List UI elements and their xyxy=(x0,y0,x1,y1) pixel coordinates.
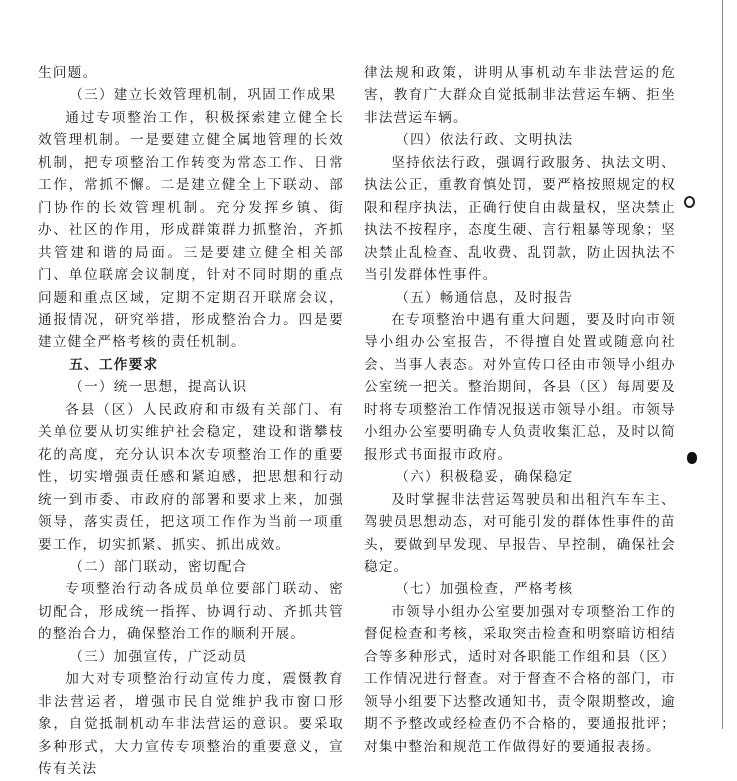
subheading-unify-thinking: （一）统一思想，提高认识 xyxy=(69,379,248,396)
paragraph-department-linkage: 专项整治行动各成员单位要部门联动、密切配合，形成统一指挥、协调行动、齐抓共管的整治合力，确保整治工作的顺利开展。 xyxy=(38,581,344,643)
continuation-text: 律法规和政策，讲明从事机动车非法营运的危害，教育广大群众自觉抵制非法营运车辆、拒坐非法营运车辆。 xyxy=(364,65,676,126)
paragraph-unify-thinking: 各县（区）人民政府和市级有关部门、有关单位要从切实维护社会稳定，建设和谐攀枝花的高度，充分认识本次专项整治工作的重要性，切实增强责任感和紧迫感，把思想和行动统一到市委、市政府的部署和要求上来，加强领导，落实责任，把这项工作作为当前一项重要工作，切实抓紧、抓实、抓出成效。 xyxy=(38,401,344,553)
punch-hole-mark xyxy=(684,196,695,208)
right-column xyxy=(364,62,676,758)
page-edge-line xyxy=(722,0,723,729)
paragraph-publicity: 加大对专项整治行动宣传力度，震慑教育非法营运者，增强市民自觉维护我市窗口形象，自觉抵制机动车非法营运的意识。要采取多种形式，大力宣传专项整治的重要意义，宣传有关法 xyxy=(38,671,344,778)
subheading-long-term-mechanism: （三）建立长效管理机制，巩固工作成果 xyxy=(69,87,337,104)
left-column xyxy=(38,62,344,781)
paragraph-stability: 及时掌握非法营运驾驶员和出租汽车车主、驾驶员思想动态，对可能引发的群体性事件的苗头，要做到早发现、早报告、早控制，确保社会稳定。 xyxy=(364,491,676,575)
paragraph-long-term-mechanism: 通过专项整治工作，积极探索建立健全长效管理机制。一是要建立健全属地管理的长效机制，把专项整治工作转变为常态工作、日常工作，常抓不懈。二是建立健全上下联动、部门协作的长效管理机制。充分发挥乡镇、街办、社区的作用，形成群策群力抓整治，齐抓共管建和谐的局面。三是要建立健全相关部门、单位联席会议制度，针对不同时期的重点问题和重点区域，定期不定期召开联席会议，通报情况，研究举措，形成整治合力。四是要建立健全严格考核的责任机制。 xyxy=(38,109,344,351)
subheading-department-linkage: （二）部门联动，密切配合 xyxy=(69,558,248,575)
paragraph-lawful-administration: 坚持依法行政，强调行政服务、执法文明、执法公正，重教育慎处罚，要严格按照规定的权限和程序执法，正确行使自由裁量权，坚决禁止执法不按程序，态度生硬、言行粗暴等现象；坚决禁止乱检查、乱收费、乱罚款，防止因执法不当引发群体性事件。 xyxy=(364,154,676,284)
subheading-lawful-administration: （四）依法行政、文明执法 xyxy=(395,132,574,149)
section-heading-work-requirements: 五、工作要求 xyxy=(69,356,159,373)
paragraph-information-reporting: 在专项整治中遇有重大问题，要及时向市领导小组办公室报告，不得擅自处置或随意向社会、当事人表态。对外宣传口径由市领导小组办公室统一把关。整治期间，各县（区）每周要及时将专项整治工作情况报送市领导小组。市领导小组办公室要明确专人负责收集汇总，及时以简报形式书面报市政府。 xyxy=(364,311,676,463)
paragraph-inspection: 市领导小组办公室要加强对专项整治工作的督促检查和考核，采取突击检查和明察暗访相结合等多种形式，适时对各职能工作组和县（区）工作情况进行督查。对于督查不合格的部门，市领导小组要下达整改通知书，责令限期整改，逾期不予整改或经检查仍不合格的，要通报批评；对集中整治和规范工作做得好的要通报表扬。 xyxy=(364,603,676,755)
ink-blot-mark xyxy=(687,452,697,464)
subheading-stability: （六）积极稳妥，确保稳定 xyxy=(395,469,574,486)
subheading-information-reporting: （五）畅通信息，及时报告 xyxy=(395,289,574,306)
continuation-text: 生问题。 xyxy=(38,65,98,81)
subheading-inspection: （七）加强检查，严格考核 xyxy=(395,581,574,598)
subheading-publicity: （三）加强宣传，广泛动员 xyxy=(69,648,248,665)
